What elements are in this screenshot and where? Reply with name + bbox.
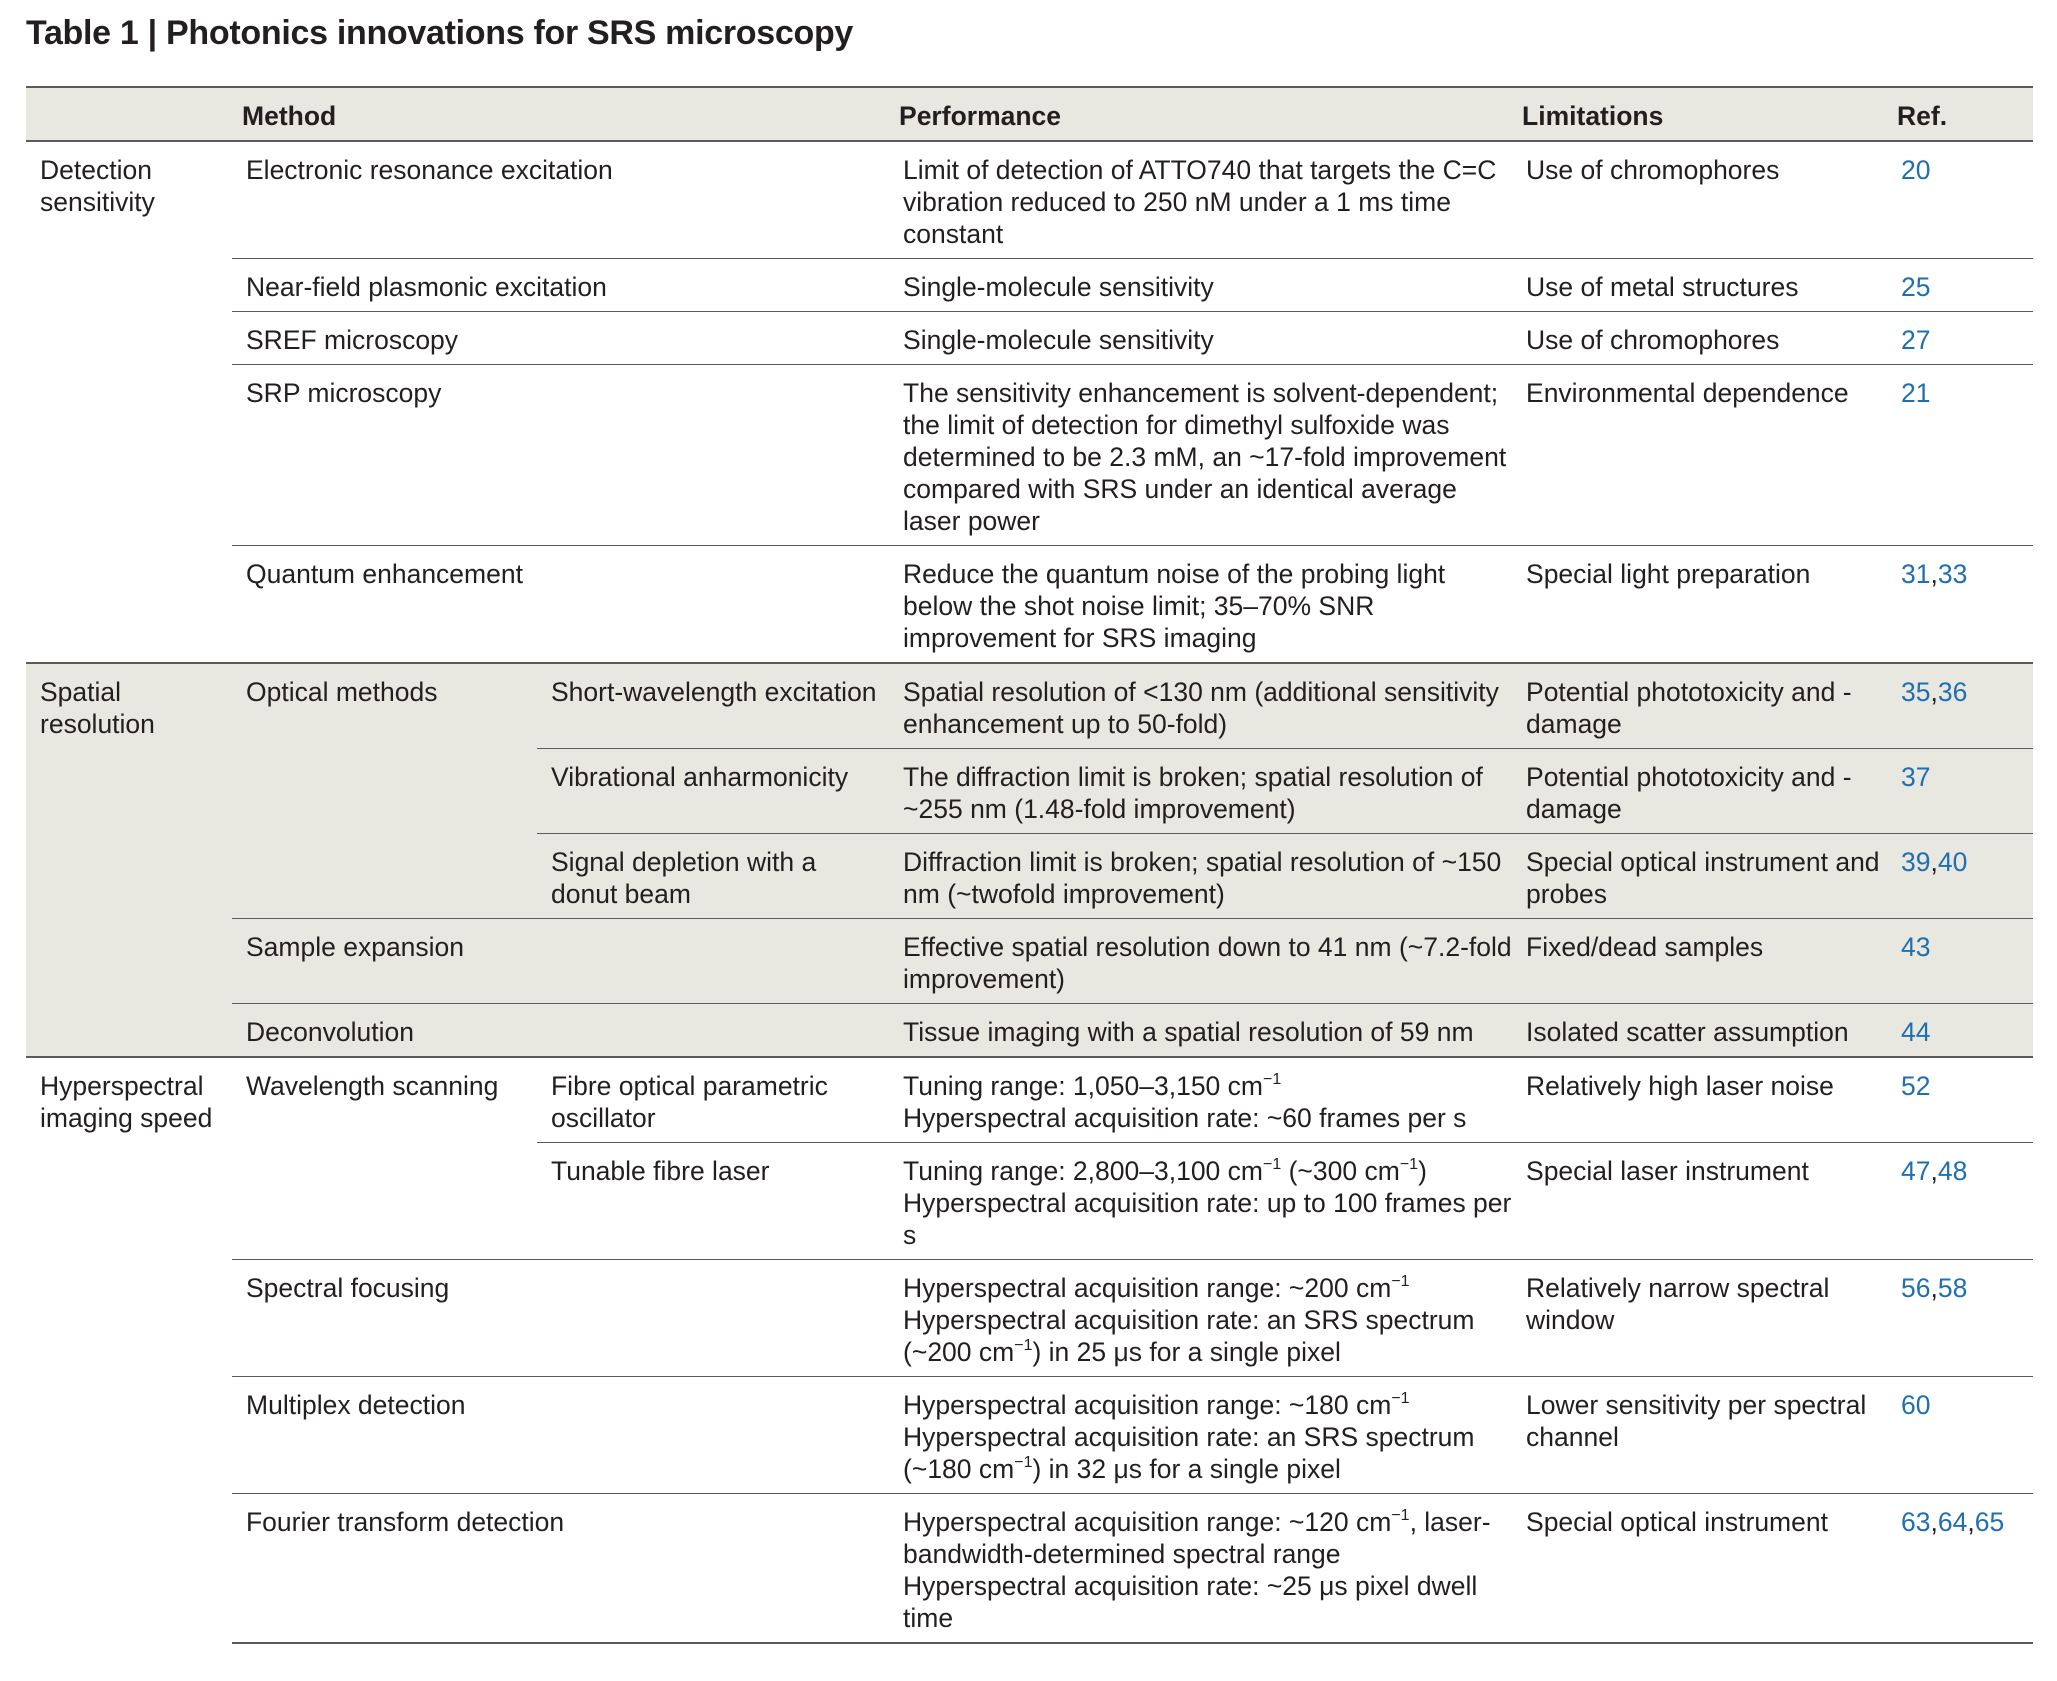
submethod-cell: Signal depletion with a donut beam [537, 834, 889, 919]
performance-line: ) in 25 μs for a single pixel [1032, 1337, 1341, 1367]
superscript: −1 [1262, 1071, 1282, 1088]
performance-cell: Diffraction limit is broken; spatial resolution of ~150 nm (~twofold improvement) [889, 834, 1512, 919]
submethod-cell: Tunable fibre laser [537, 1143, 889, 1260]
ref-cell [1887, 1377, 2033, 1494]
ref-cell: 56,58 [1887, 1260, 2033, 1377]
ref-link[interactable]: 31 [1901, 559, 1931, 589]
submethod-cell: Vibrational anharmonicity [537, 749, 889, 834]
limitations-cell: Environmental dependence [1512, 365, 1887, 546]
superscript: −1 [1391, 1507, 1410, 1524]
ref-cell [1887, 312, 2033, 365]
performance-cell [889, 1260, 1512, 1377]
submethod-cell: Fibre optical parametric oscillator [537, 1057, 889, 1143]
ref-cell [1887, 259, 2033, 312]
performance-line: Hyperspectral acquisition rate: ~25 μs pixel dwell time [903, 1571, 1478, 1633]
header-limitations: Limitations [1512, 87, 1887, 141]
ref-link[interactable]: 33 [1937, 559, 1968, 589]
ref-link[interactable]: 60 [1901, 1390, 1931, 1420]
method-cell-optical: Optical methods [232, 663, 537, 919]
limitations-cell: Isolated scatter assumption [1512, 1004, 1887, 1058]
table-row [26, 1260, 2033, 1377]
method-cell: Multiplex detection [232, 1377, 889, 1494]
performance-line: ) in 32 μs for a single pixel [1032, 1454, 1341, 1484]
group-label-spatial: Spatial resolution [26, 663, 232, 1057]
table-row [26, 141, 2033, 259]
performance-cell: Tissue imaging with a spatial resolution of 59 nm [889, 1004, 1512, 1058]
ref-link[interactable]: 56 [1901, 1273, 1931, 1303]
limitations-cell: Relatively high laser noise [1512, 1057, 1887, 1143]
ref-link[interactable]: 35 [1901, 677, 1931, 707]
limitations-cell: Special optical instrument and probes [1512, 834, 1887, 919]
superscript: −1 [1014, 1454, 1033, 1471]
performance-cell [889, 1143, 1512, 1260]
table-row [26, 312, 2033, 365]
performance-line: ) [1418, 1156, 1427, 1186]
method-cell: Near-field plasmonic excitation [232, 259, 889, 312]
header-performance: Performance [889, 87, 1512, 141]
limitations-cell: Use of metal structures [1512, 259, 1887, 312]
ref-link[interactable]: 39 [1901, 847, 1931, 877]
performance-line: Hyperspectral acquisition range: ~200 cm [903, 1273, 1392, 1303]
ref-link[interactable]: 25 [1901, 272, 1931, 302]
ref-link[interactable]: 44 [1901, 1017, 1931, 1047]
ref-cell [1887, 365, 2033, 546]
method-cell: Spectral focusing [232, 1260, 889, 1377]
header-group-blank [26, 87, 232, 141]
ref-link[interactable]: 63 [1901, 1507, 1931, 1537]
ref-cell: 63,64,65 [1887, 1494, 2033, 1644]
performance-cell: The diffraction limit is broken; spatial resolution of ~255 nm (1.48-fold improvement) [889, 749, 1512, 834]
ref-link[interactable]: 20 [1901, 155, 1931, 185]
performance-line: , laser-bandwidth-determined spectral range [903, 1507, 1491, 1569]
performance-cell: The sensitivity enhancement is solvent-dependent; the limit of detection for dimethyl sulfoxide was determined to be 2.3 mM, an ~17-fold improvement compared with SRS under an identical average laser power [889, 365, 1512, 546]
ref-cell [1887, 749, 2033, 834]
method-cell: Quantum enhancement [232, 546, 889, 664]
table-row [26, 546, 2033, 664]
performance-cell: Reduce the quantum noise of the probing light below the shot noise limit; 35–70% SNR improvement for SRS imaging [889, 546, 1512, 664]
table-row [26, 1004, 2033, 1058]
table-row [26, 1494, 2033, 1644]
ref-link[interactable]: 64 [1937, 1507, 1968, 1537]
ref-link[interactable]: 21 [1901, 378, 1931, 408]
group-label-detection: Detection sensitivity [40, 155, 155, 217]
group-label-hyperspectral: Hyperspectral imaging speed [26, 1057, 232, 1643]
limitations-cell: Potential phototoxicity and -damage [1512, 749, 1887, 834]
ref-link[interactable]: 52 [1901, 1071, 1931, 1101]
limitations-cell: Use of chromophores [1512, 312, 1887, 365]
ref-cell: 35,36 [1887, 663, 2033, 749]
limitations-cell: Special laser instrument [1512, 1143, 1887, 1260]
performance-cell: Spatial resolution of <130 nm (additional sensitivity enhancement up to 50-fold) [889, 663, 1512, 749]
ref-link[interactable]: 58 [1937, 1273, 1968, 1303]
ref-cell: 39,40 [1887, 834, 2033, 919]
ref-link[interactable]: 65 [1974, 1507, 2005, 1537]
submethod-cell: Short-wavelength excitation [537, 663, 889, 749]
method-cell: Fourier transform detection [232, 1494, 889, 1644]
ref-cell: 47,48 [1887, 1143, 2033, 1260]
limitations-cell: Special optical instrument [1512, 1494, 1887, 1644]
ref-cell: 31,33 [1887, 546, 2033, 664]
table-row [26, 1377, 2033, 1494]
ref-cell [1887, 919, 2033, 1004]
ref-cell [1887, 1004, 2033, 1058]
table-row [26, 259, 2033, 312]
performance-cell [889, 1057, 1512, 1143]
ref-link[interactable]: 43 [1901, 932, 1931, 962]
performance-line: Hyperspectral acquisition range: ~180 cm [903, 1390, 1392, 1420]
limitations-cell: Potential phototoxicity and -damage [1512, 663, 1887, 749]
limitations-cell: Lower sensitivity per spectral channel [1512, 1377, 1887, 1494]
superscript: −1 [1399, 1156, 1419, 1173]
table-row [26, 663, 2033, 749]
ref-link[interactable]: 37 [1901, 762, 1931, 792]
performance-line: Hyperspectral acquisition range: ~120 cm [903, 1507, 1392, 1537]
method-cell: SREF microscopy [232, 312, 889, 365]
limitations-cell: Special light preparation [1512, 546, 1887, 664]
photonics-table [26, 86, 2033, 1644]
performance-cell: Single-molecule sensitivity [889, 259, 1512, 312]
performance-cell: Limit of detection of ATTO740 that targets the C=C vibration reduced to 250 nM under a 1 ms time constant [903, 155, 1497, 249]
table-title: Table 1 | Photonics innovations for SRS microscopy [26, 14, 854, 52]
superscript: −1 [1262, 1156, 1282, 1173]
superscript: −1 [1391, 1390, 1410, 1407]
method-cell: SRP microscopy [232, 365, 889, 546]
header-method: Method [232, 87, 889, 141]
method-cell: Deconvolution [232, 1004, 889, 1058]
performance-line: Hyperspectral acquisition rate: up to 100 frames per s [903, 1188, 1512, 1250]
performance-line: Hyperspectral acquisition rate: ~60 frames per s [903, 1103, 1467, 1133]
performance-line: Tuning range: 2,800–3,100 cm [903, 1156, 1263, 1186]
limitations-cell: Relatively narrow spectral window [1512, 1260, 1887, 1377]
header-row [26, 87, 2033, 141]
superscript: −1 [1014, 1337, 1033, 1354]
performance-cell: Effective spatial resolution down to 41 nm (~7.2-fold improvement) [889, 919, 1512, 1004]
performance-line: Tuning range: 1,050–3,150 cm [903, 1071, 1263, 1101]
table-row [26, 919, 2033, 1004]
table-row [26, 365, 2033, 546]
performance-line: Hyperspectral acquisition rate: an SRS spectrum (~200 cm [903, 1305, 1475, 1367]
limitations-cell: Use of chromophores [1526, 155, 1780, 185]
ref-link[interactable]: 40 [1937, 847, 1968, 877]
ref-link[interactable]: 27 [1901, 325, 1931, 355]
superscript: −1 [1391, 1273, 1410, 1290]
ref-link[interactable]: 36 [1937, 677, 1968, 707]
performance-cell: Single-molecule sensitivity [889, 312, 1512, 365]
table-row [26, 1057, 2033, 1143]
ref-cell [1887, 1057, 2033, 1143]
ref-link[interactable]: 48 [1937, 1156, 1968, 1186]
ref-cell [1887, 141, 2033, 259]
limitations-cell: Fixed/dead samples [1512, 919, 1887, 1004]
method-cell: Sample expansion [232, 919, 889, 1004]
method-cell: Electronic resonance excitation [246, 155, 613, 185]
performance-line: (~300 cm [1281, 1156, 1400, 1186]
header-ref: Ref. [1887, 87, 2033, 141]
performance-line: Hyperspectral acquisition rate: an SRS spectrum (~180 cm [903, 1422, 1475, 1484]
method-cell-wavelength-scanning: Wavelength scanning [232, 1057, 537, 1260]
performance-cell [889, 1377, 1512, 1494]
ref-link[interactable]: 47 [1901, 1156, 1931, 1186]
performance-cell [889, 1494, 1512, 1644]
